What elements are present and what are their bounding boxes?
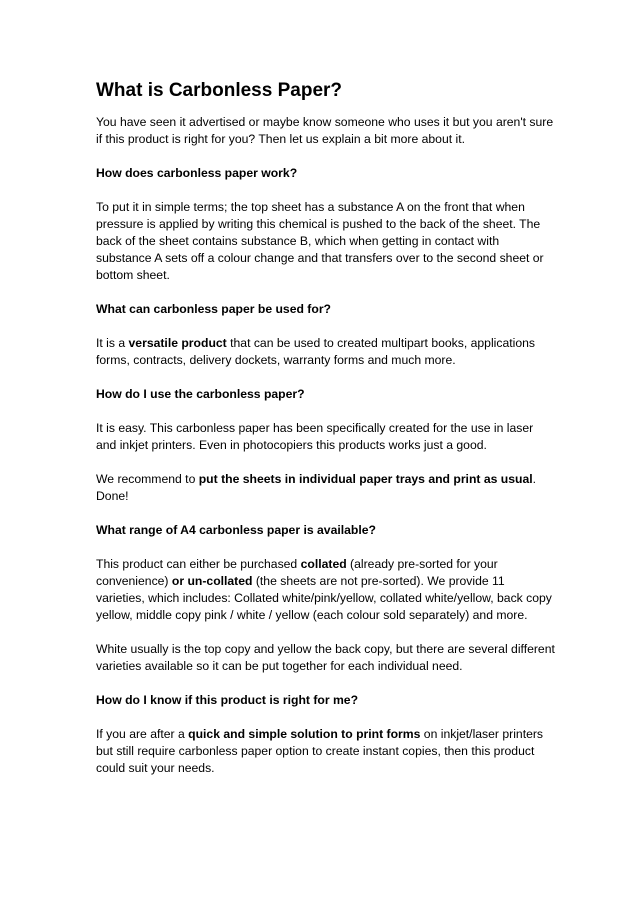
page-title: What is Carbonless Paper?: [96, 80, 343, 101]
rec-text-bold: put the sheets in individual paper trays and print as usual: [198, 472, 533, 486]
rec-text-pre: We recommend to: [96, 472, 199, 486]
heading-right-for-me: How do I know if this product is right for me?: [96, 693, 359, 707]
paragraph-right-for-me: [96, 726, 556, 777]
intro-paragraph: You have seen it advertised or maybe know someone who uses it but you aren't sure if this product is right for you? Then let us explain a bit more about it.: [96, 115, 554, 146]
heading-uses: What can carbonless paper be used for?: [96, 302, 332, 316]
paragraph-uses: [96, 335, 556, 369]
paragraph-how-to-use: It is easy. This carbonless paper has been specifically created for the use in laser and inkjet printers. Even in photocopiers this products works just a good.: [96, 421, 534, 452]
range-text-collated: collated: [300, 557, 347, 571]
range-text-e: (the sheets are not pre-sorted). We provide 11 varieties, which includes: Collated white/pink/yellow, collated white/yellow, back copy yellow, middle copy pink / white / yellow (each colour sold separately) and more.: [96, 574, 552, 622]
heading-range: What range of A4 carbonless paper is available?: [96, 523, 376, 537]
document-page: [96, 80, 556, 794]
range-text-a: This product can either be purchased: [96, 557, 301, 571]
right-text-bold: quick and simple solution to print forms: [188, 727, 421, 741]
range-text-uncollated: or un-collated: [171, 574, 253, 588]
uses-text-post: that can be used to created multipart books, applications forms, contracts, delivery dockets, warranty forms and much more.: [96, 336, 535, 367]
uses-text-bold: versatile product: [128, 336, 227, 350]
paragraph-recommendation: [96, 471, 556, 505]
paragraph-range-2: White usually is the top copy and yellow the back copy, but there are several different varieties available so it can be put together for each individual need.: [96, 642, 555, 673]
rec-text-post: . Done!: [96, 472, 536, 503]
paragraph-how-it-works: To put it in simple terms; the top sheet has a substance A on the front that when pressure is applied by writing this chemical is pushed to the back of the sheet. The back of the sheet contains substance B, which when getting in contact with substance A sets off a colour change and that transfers over to the second sheet or bottom sheet.: [96, 200, 544, 282]
right-text-pre: If you are after a: [96, 727, 189, 741]
uses-text-pre: It is a: [96, 336, 129, 350]
heading-how-to-use: How do I use the carbonless paper?: [96, 387, 305, 401]
paragraph-range-1: [96, 556, 556, 624]
right-text-post: on inkjet/laser printers but still require carbonless paper option to create instant copies, then this product could suit your needs.: [96, 727, 544, 775]
range-text-c: (already pre-sorted for your convenience): [96, 557, 498, 588]
heading-how-it-works: How does carbonless paper work?: [96, 166, 298, 180]
